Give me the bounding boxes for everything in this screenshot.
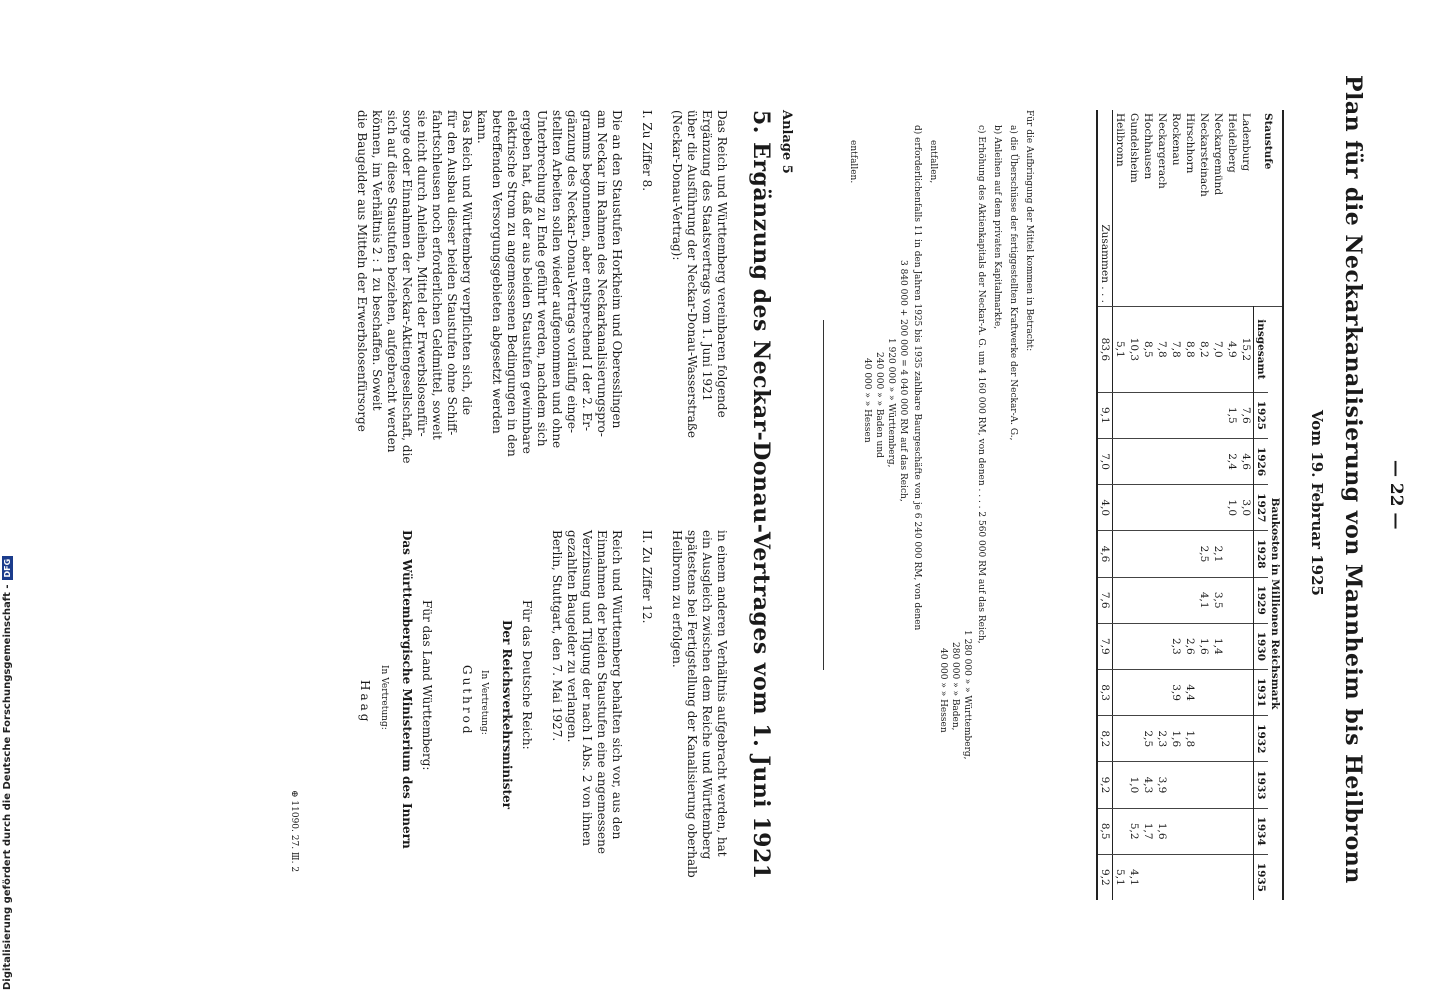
- stage-total: 7,8: [1155, 307, 1169, 393]
- cost-cell: [1155, 577, 1169, 623]
- construction-cost-table: [1096, 110, 1284, 900]
- cost-cell: 2,3: [1169, 623, 1183, 669]
- year-total: 7,0: [1097, 438, 1113, 484]
- cost-cell: 5,1: [1113, 854, 1128, 900]
- cost-cell: [1127, 623, 1141, 669]
- cost-cell: [1183, 392, 1197, 438]
- annex-text-line: können, im Verhältnis 2 : 1 zu beschaffen. Soweit: [370, 110, 384, 411]
- annex-text-line: sie nicht durch Anleihen, Mittel der Erwerbslosenfür-: [415, 110, 429, 437]
- cost-group-header: Baukosten in Millionen Reichsmark: [1268, 307, 1283, 901]
- annex-text-line: gänzung des Neckar-Donau-Vertrags vorläufig einge-: [565, 110, 579, 434]
- annex-text-line: ergeben hat, daß der aus beiden Staustufen gewinnbare: [520, 110, 534, 454]
- annex-text-line: [654, 110, 669, 464]
- cost-cell: 1,4: [1211, 623, 1225, 669]
- annex-text-line: sorge oder Einnahmen der Neckar-Aktiengesellschaft, die: [400, 110, 414, 464]
- annex-text-line: sich auf diese Staustufen beziehen, aufgebracht werden: [385, 110, 399, 453]
- cost-cell: [1197, 762, 1211, 808]
- cost-cell: [1141, 577, 1155, 623]
- cost-cell: [1169, 438, 1183, 484]
- cost-cell: [1225, 623, 1239, 669]
- annex-text-line: am Neckar im Rahmen des Neckarkanalisierungspro-: [595, 110, 609, 437]
- cost-cell: [1141, 438, 1155, 484]
- cost-cell: [1225, 531, 1239, 577]
- annex-text-line: gezahlten Baugelder zu verlangen.: [565, 530, 579, 743]
- cost-cell: 2,1: [1211, 531, 1225, 577]
- annex-text-line: II. Zu Ziffer 12.: [640, 530, 654, 624]
- table-row: [1197, 110, 1211, 900]
- cost-cell: [1155, 854, 1169, 900]
- cost-cell: 3,5: [1211, 577, 1225, 623]
- annex-text-line: Unterbrechung zu Ende geführt werden, nachdem sich: [535, 110, 549, 447]
- stage-name: Neckargerach: [1156, 113, 1168, 189]
- cost-cell: [1155, 485, 1169, 531]
- funding-c-end: entfallen,: [928, 140, 938, 184]
- funding-d-end: entfallen.: [848, 140, 858, 184]
- annex-text-line: Reich und Württemberg behalten sich vor, aus den: [610, 530, 624, 840]
- cost-cell: [1197, 716, 1211, 762]
- page-subtitle: Vom 19. Februar 1925: [1308, 410, 1326, 596]
- stage-name: Rockenau: [1170, 113, 1182, 166]
- cost-cell: 1,7: [1141, 808, 1155, 854]
- cost-cell: [1225, 669, 1239, 715]
- cost-cell: [1127, 669, 1141, 715]
- annex-label: Anlage 5: [779, 110, 794, 174]
- cost-cell: [1127, 485, 1141, 531]
- year-total: 9,2: [1097, 762, 1113, 808]
- annex-text-line: [624, 110, 639, 464]
- annex-text-line: kann.: [475, 110, 489, 144]
- cost-cell: [1141, 854, 1155, 900]
- annex-text-line: betreffenden Versorgungsgebieten abgesetzt werden: [490, 110, 504, 434]
- total-row: [1097, 110, 1113, 900]
- year-header: 1932: [1254, 716, 1269, 762]
- cost-cell: 7,6: [1239, 392, 1254, 438]
- total-label: Zusammen . . .: [1097, 110, 1113, 307]
- cost-cell: [1183, 485, 1197, 531]
- annex-text-line: elektrische Strom zu angemessenen Bedingungen in den: [505, 110, 519, 457]
- cost-table-body: [1097, 110, 1254, 900]
- cost-cell: [1155, 531, 1169, 577]
- table-row: [1169, 110, 1183, 900]
- annex-text-line: gramms begonnenen, aber entsprechend I der 2. Er-: [580, 110, 594, 432]
- year-header: 1931: [1254, 669, 1269, 715]
- cost-cell: [1169, 485, 1183, 531]
- cost-cell: [1141, 669, 1155, 715]
- col-total-header: insgesamt: [1254, 307, 1269, 393]
- table-row: [1113, 110, 1128, 900]
- annex-heading: 5. Ergänzung des Neckar-Donau-Vertrages vom 1. Juni 1921: [748, 110, 774, 880]
- year-total: 8,2: [1097, 716, 1113, 762]
- annex-text-line: fahrtschleusen noch erforderlichen Geldmittel, soweit: [430, 110, 444, 440]
- print-note: ⊕ 11090. 27. Ⅲ. 2: [289, 790, 299, 873]
- annex-right-column: [549, 530, 729, 878]
- cost-cell: [1183, 808, 1197, 854]
- table-row: [1155, 110, 1169, 900]
- table-row: [1211, 110, 1225, 900]
- cost-cell: [1113, 438, 1128, 484]
- table-row: [1183, 110, 1197, 900]
- cost-cell: [1155, 623, 1169, 669]
- cost-cell: [1225, 577, 1239, 623]
- cost-cell: [1239, 808, 1254, 854]
- year-header: 1926: [1254, 438, 1269, 484]
- cost-cell: 1,6: [1155, 808, 1169, 854]
- cost-cell: 1,6: [1169, 716, 1183, 762]
- cost-cell: [1239, 577, 1254, 623]
- cost-cell: 2,4: [1225, 438, 1239, 484]
- cost-cell: 2,6: [1183, 623, 1197, 669]
- cost-cell: 2,5: [1141, 716, 1155, 762]
- cost-cell: [1113, 577, 1128, 623]
- cost-cell: [1211, 716, 1225, 762]
- grand-total: 83,6: [1097, 307, 1113, 393]
- cost-cell: [1127, 716, 1141, 762]
- annex-text-line: für den Ausbau dieser beiden Staustufen ohne Schiff-: [445, 110, 459, 436]
- year-total: 9,2: [1097, 854, 1113, 900]
- cost-cell: [1197, 854, 1211, 900]
- cost-cell: [1169, 762, 1183, 808]
- year-total: 7,6: [1097, 577, 1113, 623]
- stage-name: Hirschhorn: [1184, 113, 1196, 174]
- annex-text-line: Das Reich und Württemberg verpflichten sich, die: [460, 110, 474, 416]
- cost-cell: [1169, 392, 1183, 438]
- stage-total: 4,9: [1225, 307, 1239, 393]
- stage-name: Gundelsheim: [1128, 113, 1140, 183]
- cost-cell: 1,8: [1183, 716, 1197, 762]
- funding-d-sum: 3 840 000 + 200 000 = 4 040 000 RM auf das Reich,: [898, 260, 908, 502]
- annex-text-line: [654, 530, 669, 878]
- cost-cell: [1169, 531, 1183, 577]
- cost-cell: [1127, 438, 1141, 484]
- table-row: [1239, 110, 1254, 900]
- cost-cell: [1239, 854, 1254, 900]
- signature-wue-in: In Vertretung:: [379, 665, 389, 730]
- stage-name: Hochhausen: [1142, 113, 1154, 180]
- cost-cell: [1211, 669, 1225, 715]
- funding-intro: Für die Aufbringung der Mittel kommen in Betracht:: [1024, 110, 1034, 352]
- stage-name: Heidelberg: [1226, 113, 1238, 173]
- cost-cell: [1155, 669, 1169, 715]
- cost-cell: [1197, 808, 1211, 854]
- funding-c-line: 280 000 » » Baden,: [950, 642, 960, 731]
- cost-cell: [1169, 577, 1183, 623]
- year-header: 1930: [1254, 623, 1269, 669]
- cost-cell: [1211, 854, 1225, 900]
- cost-cell: [1169, 808, 1183, 854]
- cost-cell: 3,9: [1155, 762, 1169, 808]
- signature-wue-name: Haag: [358, 680, 372, 725]
- signature-reich-for: Für das Deutsche Reich:: [520, 600, 534, 750]
- cost-cell: [1239, 669, 1254, 715]
- cost-cell: 1,6: [1197, 623, 1211, 669]
- cost-cell: [1197, 438, 1211, 484]
- credit-strip: [0, 0, 24, 1000]
- year-total: 4,6: [1097, 531, 1113, 577]
- funding-item-d: d) erforderlichenfalls 11 in den Jahren 1925 bis 1935 zahlbare Baurgeschäfte von je 6 240 000 RM, von denen: [912, 125, 922, 631]
- year-total: 7,9: [1097, 623, 1113, 669]
- cost-cell: [1141, 531, 1155, 577]
- cost-cell: 1,0: [1225, 485, 1239, 531]
- cost-cell: [1225, 808, 1239, 854]
- table-row: [1141, 110, 1155, 900]
- cost-cell: [1113, 762, 1128, 808]
- annex-text-line: in einem anderen Verhältnis aufgebracht werden, hat: [715, 530, 729, 857]
- annex-text-line: Verzinsung und Tilgung der nach I Abs. 2 von ihnen: [580, 530, 594, 846]
- stage-name: Neckarsteinach: [1198, 113, 1210, 197]
- cost-cell: 3,0: [1239, 485, 1254, 531]
- cost-cell: [1155, 438, 1169, 484]
- cost-cell: [1127, 577, 1141, 623]
- year-total: 9,1: [1097, 392, 1113, 438]
- credit-text: Digitalisierung gefördert durch die Deutsche Forschungsgemeinschaft -: [2, 584, 13, 990]
- year-total: 8,5: [1097, 808, 1113, 854]
- cost-cell: 1,5: [1225, 392, 1239, 438]
- section-divider: [823, 320, 824, 670]
- cost-cell: [1113, 485, 1128, 531]
- stage-total: 15,2: [1239, 307, 1254, 393]
- year-header: 1933: [1254, 762, 1269, 808]
- funding-item-a: a) die Überschüsse der fertiggestellten Kraftwerke der Neckar-A. G.,: [1008, 125, 1018, 441]
- cost-cell: [1113, 531, 1128, 577]
- stage-total: 8,8: [1183, 307, 1197, 393]
- stage-name: Heilbronn: [1114, 113, 1126, 167]
- cost-cell: [1141, 392, 1155, 438]
- cost-cell: [1183, 854, 1197, 900]
- cost-cell: [1183, 762, 1197, 808]
- page-title: Plan für die Neckarkanalisierung von Mannheim bis Heilbronn: [1340, 75, 1366, 884]
- cost-cell: 4,1: [1127, 854, 1141, 900]
- year-header: 1927: [1254, 485, 1269, 531]
- cost-cell: [1183, 438, 1197, 484]
- cost-cell: 2,3: [1155, 716, 1169, 762]
- cost-cell: [1141, 623, 1155, 669]
- funding-d-line: 40 000 » » Hessen: [862, 358, 872, 443]
- cost-cell: [1183, 577, 1197, 623]
- signature-reich-in: In Vertretung:: [479, 670, 489, 735]
- year-header: 1935: [1254, 854, 1269, 900]
- annex-text-line: die Baugelder aus Mitteln der Erwerbslosenfürsorge: [355, 110, 369, 432]
- digitization-credit: [2, 556, 13, 990]
- annex-text-line: Einnahmen der beiden Staustufen eine angemessene: [595, 530, 609, 854]
- table-row: [1225, 110, 1239, 900]
- cost-cell: 4,4: [1183, 669, 1197, 715]
- signature-wue-office: Das Württembergische Ministerium des Innern: [400, 530, 414, 849]
- cost-cell: [1127, 392, 1141, 438]
- annex-text-line: spätestens bei Fertigstellung der Kanalisierung oberhalb: [685, 530, 699, 878]
- annex-text-line: (Neckar-Donau-Vertrag):: [670, 110, 684, 261]
- annex-text-line: ein Ausgleich zwischen dem Reiche und Württemberg: [700, 530, 714, 860]
- cost-cell: [1239, 716, 1254, 762]
- cost-cell: [1127, 531, 1141, 577]
- annex-text-line: über die Ausführung der Neckar-Donau-Wasserstraße: [685, 110, 699, 438]
- cost-cell: 4,6: [1239, 438, 1254, 484]
- stage-total: 10,3: [1127, 307, 1141, 393]
- annex-text-line: Heilbronn zu erfolgen.: [670, 530, 684, 668]
- cost-cell: [1211, 392, 1225, 438]
- signature-wue-for: Für das Land Württemberg:: [420, 600, 434, 771]
- cost-cell: [1211, 485, 1225, 531]
- cost-cell: [1141, 485, 1155, 531]
- signature-reich-office: Der Reichsverkehrsminister: [500, 620, 514, 809]
- cost-cell: [1155, 392, 1169, 438]
- stage-name: Neckargemünd: [1212, 113, 1224, 196]
- stage-total: 5,1: [1113, 307, 1128, 393]
- funding-d-line: 1 920 000 » » Württemberg,: [886, 338, 896, 468]
- stage-total: 7,0: [1211, 307, 1225, 393]
- funding-c-line: 40 000 » » Hessen: [938, 648, 948, 733]
- annex-text-line: [624, 530, 639, 878]
- signature-reich-name: Guthrod: [460, 665, 474, 737]
- funding-d-line: 240 000 » » Baden und: [874, 352, 884, 458]
- cost-cell: 4,3: [1141, 762, 1155, 808]
- cost-cell: 5,2: [1127, 808, 1141, 854]
- annex-text-line: Das Reich und Württemberg vereinbaren folgende: [715, 110, 729, 418]
- cost-cell: [1239, 623, 1254, 669]
- cost-cell: [1211, 438, 1225, 484]
- year-total: 8,3: [1097, 669, 1113, 715]
- year-header: 1929: [1254, 577, 1269, 623]
- annex-left-column: [354, 110, 729, 464]
- annex-text-line: Ergänzung des Staatsvertrags vom 1. Juni 1921: [700, 110, 714, 402]
- cost-cell: [1113, 669, 1128, 715]
- stage-total: 7,8: [1169, 307, 1183, 393]
- table-row: [1127, 110, 1141, 900]
- cost-cell: [1225, 854, 1239, 900]
- cost-cell: [1239, 531, 1254, 577]
- cost-cell: [1197, 392, 1211, 438]
- funding-item-c: c) Erhöhung des Aktienkapitals der Neckar-A. G. um 4 160 000 RM, von denen . . . . 2 560 000 RM auf das Reich,: [976, 125, 986, 644]
- stage-total: 8,5: [1141, 307, 1155, 393]
- cost-cell: [1197, 485, 1211, 531]
- year-total: 4,0: [1097, 485, 1113, 531]
- annex-text-line: stellten Arbeiten sollen wieder aufgenommen und ohne: [550, 110, 564, 449]
- annex-text-line: I. Zu Ziffer 8.: [640, 110, 654, 192]
- cost-cell: 4,1: [1197, 577, 1211, 623]
- annex-text-line: Die an den Staustufen Horkheim und Oberesslingen: [610, 110, 624, 429]
- cost-cell: 3,9: [1169, 669, 1183, 715]
- annex-text-line: Berlin, Stuttgart, den 7. Mai 1927.: [550, 530, 564, 742]
- cost-cell: [1239, 762, 1254, 808]
- cost-cell: [1225, 762, 1239, 808]
- funding-item-b: b) Anleihen auf dem privaten Kapitalmarkte,: [992, 125, 1002, 330]
- stage-name: Ladenburg: [1240, 113, 1253, 172]
- cost-cell: [1169, 854, 1183, 900]
- stage-total: 8,2: [1197, 307, 1211, 393]
- year-header: 1928: [1254, 531, 1269, 577]
- page-number: — 22 —: [1386, 460, 1406, 530]
- cost-cell: [1183, 531, 1197, 577]
- cost-cell: [1211, 808, 1225, 854]
- cost-cell: 2,5: [1197, 531, 1211, 577]
- col-stage-header: Staustufe: [1254, 110, 1284, 307]
- year-header: 1934: [1254, 808, 1269, 854]
- year-header: 1925: [1254, 392, 1269, 438]
- cost-cell: [1225, 716, 1239, 762]
- cost-cell: 1,0: [1127, 762, 1141, 808]
- funding-c-line: 1 280 000 » » Württemberg,: [962, 630, 972, 760]
- dfg-logo-icon: DFG: [2, 556, 13, 581]
- cost-cell: [1113, 808, 1128, 854]
- cost-cell: [1113, 716, 1128, 762]
- cost-cell: [1113, 392, 1128, 438]
- cost-cell: [1113, 623, 1128, 669]
- cost-cell: [1197, 669, 1211, 715]
- cost-cell: [1211, 762, 1225, 808]
